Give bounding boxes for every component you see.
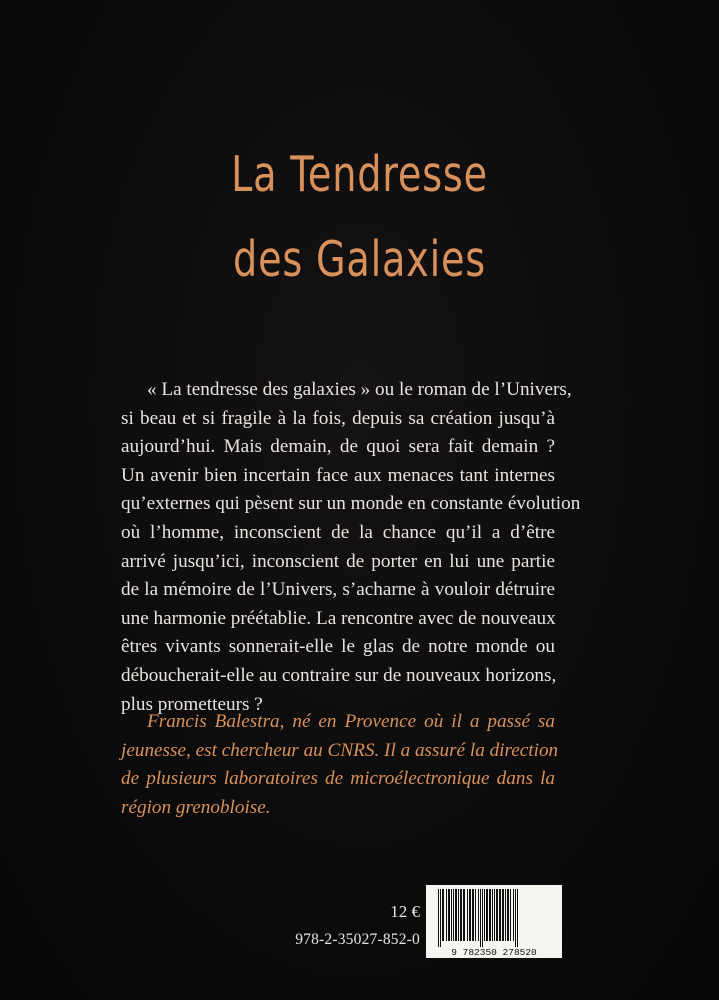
barcode-bar — [482, 889, 483, 947]
synopsis-line: arrivé jusqu’ici, inconscient de porter en lui une partie — [121, 550, 555, 572]
barcode-bar — [499, 889, 501, 941]
barcode-bar — [478, 889, 479, 941]
barcode-bar — [480, 889, 481, 947]
synopsis-line: déboucherait-elle au contraire sur de nouveaux horizons, — [121, 664, 557, 686]
barcode-bar — [446, 889, 447, 941]
barcode-bar — [463, 889, 465, 941]
synopsis-line: Un avenir bien incertain face aux menaces tant internes — [121, 464, 555, 486]
barcode-bar — [460, 889, 462, 941]
barcode-bar — [494, 889, 495, 941]
title-line-1: La Tendresse — [231, 146, 488, 203]
barcode — [426, 885, 562, 958]
barcode-bar — [505, 889, 506, 941]
barcode-bar — [442, 889, 444, 941]
author-bio — [121, 708, 559, 822]
synopsis-line: de la mémoire de l’Univers, s’acharne à vouloir détruire — [121, 579, 555, 601]
barcode-bar — [486, 889, 488, 941]
author-bio-line: Francis Balestra, né en Provence où il a passé sa — [147, 711, 555, 732]
synopsis-paragraph — [121, 376, 581, 719]
synopsis-line: êtres vivants sonnerait-elle le glas de notre monde ou — [121, 636, 555, 658]
synopsis-line: si beau et si fragile à la fois, depuis sa création jusqu’à — [121, 407, 555, 429]
isbn-label: 978-2-35027-852-0 — [295, 931, 420, 948]
barcode-bar — [507, 889, 509, 941]
barcode-bar — [489, 889, 491, 941]
author-bio-line: jeunesse, est chercheur au CNRS. Il a assuré la direction — [121, 739, 559, 761]
barcode-bar — [517, 889, 518, 947]
synopsis-line: « La tendresse des galaxies » ou le roman de l’Univers, — [147, 379, 572, 400]
barcode-graphic — [426, 885, 562, 958]
barcode-bar — [492, 889, 493, 941]
barcode-bar — [469, 889, 471, 941]
barcode-bar — [455, 889, 457, 941]
barcode-bar — [515, 889, 516, 947]
price-label: 12 € — [390, 902, 420, 921]
barcode-bar — [451, 889, 452, 941]
synopsis-line: qu’externes qui pèsent sur un monde en constante évolution — [121, 493, 581, 515]
barcode-bar — [467, 889, 468, 941]
barcode-bar — [440, 889, 441, 947]
barcode-bar — [453, 889, 454, 941]
title-line-2: des Galaxies — [233, 231, 486, 288]
synopsis-line: aujourd’hui. Mais demain, de quoi sera fait demain ? — [121, 436, 555, 458]
barcode-bar — [438, 889, 439, 947]
barcode-bar — [513, 889, 514, 941]
synopsis-line: une harmonie préétablie. La rencontre avec de nouveaux — [121, 607, 556, 629]
barcode-bar — [458, 889, 459, 941]
barcode-bar — [484, 889, 485, 941]
synopsis-line: plus prometteurs ? — [121, 693, 263, 715]
book-title — [79, 132, 640, 302]
barcode-bar — [472, 889, 474, 941]
barcode-bar — [448, 889, 450, 941]
author-bio-line: de plusieurs laboratoires de microélectronique dans la — [121, 768, 555, 790]
author-bio-line: région grenobloise. — [121, 796, 271, 818]
barcode-bar — [510, 889, 511, 941]
barcode-bar — [502, 889, 504, 941]
barcode-bar — [496, 889, 498, 941]
synopsis-line: où l’homme, inconscient de la chance qu’il a d’être — [121, 521, 555, 543]
barcode-digits: 9 782350 278520 — [451, 947, 537, 958]
barcode-bar — [475, 889, 476, 941]
